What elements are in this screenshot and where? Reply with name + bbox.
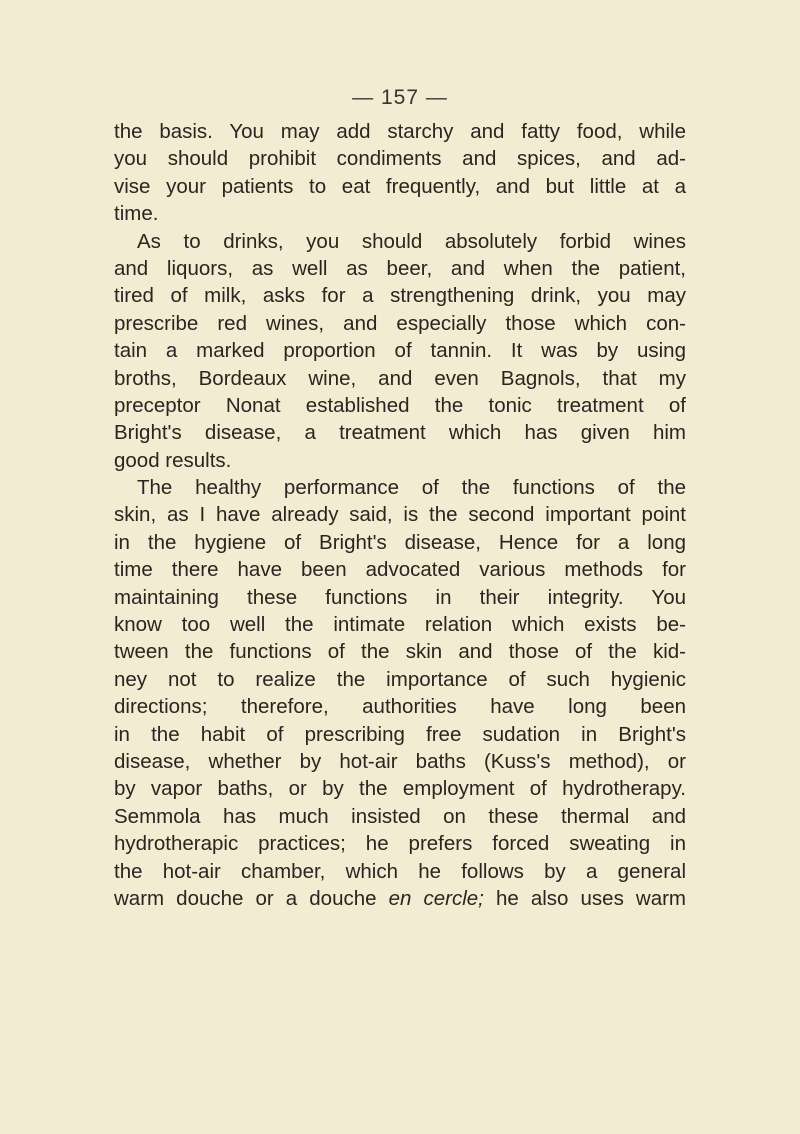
text-line: and liquors, as well as beer, and when the patient, (114, 256, 686, 280)
text-segment: he also uses warm (483, 886, 686, 910)
text-line: As to drinks, you should absolutely forbid wines (137, 229, 686, 253)
text-line: in the habit of prescribing free sudation in Bright's (114, 722, 686, 746)
text-line: vise your patients to eat frequently, and but little at a (114, 174, 686, 198)
text-line: Semmola has much insisted on these thermal and (114, 804, 686, 828)
text-line: time there have been advocated various methods for (114, 558, 686, 582)
text-line: maintaining these functions in their integrity. You (114, 585, 686, 609)
text-line: in the hygiene of Bright's disease, Hence for a long (114, 530, 686, 554)
text-line: broths, Bordeaux wine, and even Bagnols, that my (114, 366, 686, 390)
text-line: you should prohibit condiments and spices, and ad- (114, 147, 686, 171)
text-line: prescribe red wines, and especially those which con- (114, 311, 686, 335)
text-line: directions; therefore, authorities have long been (114, 695, 686, 719)
text-line: Bright's disease, a treatment which has given him (114, 421, 686, 445)
text-line: the hot-air chamber, which he follows by a general (114, 859, 686, 883)
text-line: The healthy performance of the functions of the (137, 476, 686, 500)
text-line: tain a marked proportion of tannin. It was by using (114, 339, 686, 363)
text-line: disease, whether by hot-air baths (Kuss's method), or (114, 749, 686, 773)
text-line: tween the functions of the skin and those of the kid- (114, 640, 686, 664)
text-line: ney not to realize the importance of such hygienic (114, 667, 686, 691)
body-text (114, 118, 686, 912)
text-line: hydrotherapic practices; he prefers forced sweating in (114, 832, 686, 856)
text-line: skin, as I have already said, is the second important point (114, 503, 686, 527)
text-line: the basis. You may add starchy and fatty food, while (114, 120, 686, 143)
page-number: — 157 — (352, 86, 448, 109)
text-line: by vapor baths, or by the employment of hydrotherapy. (114, 777, 686, 801)
italic-phrase: en cercle; (388, 886, 484, 910)
text-segment: warm douche or a douche (114, 886, 389, 910)
text-line: good results. (114, 448, 232, 472)
text-line: time. (114, 202, 159, 226)
text-line: tired of milk, asks for a strengthening drink, you may (114, 284, 686, 308)
text-line-last (114, 885, 686, 912)
text-line: preceptor Nonat established the tonic treatment of (114, 393, 686, 417)
text-line: know too well the intimate relation which exists be- (114, 613, 686, 637)
